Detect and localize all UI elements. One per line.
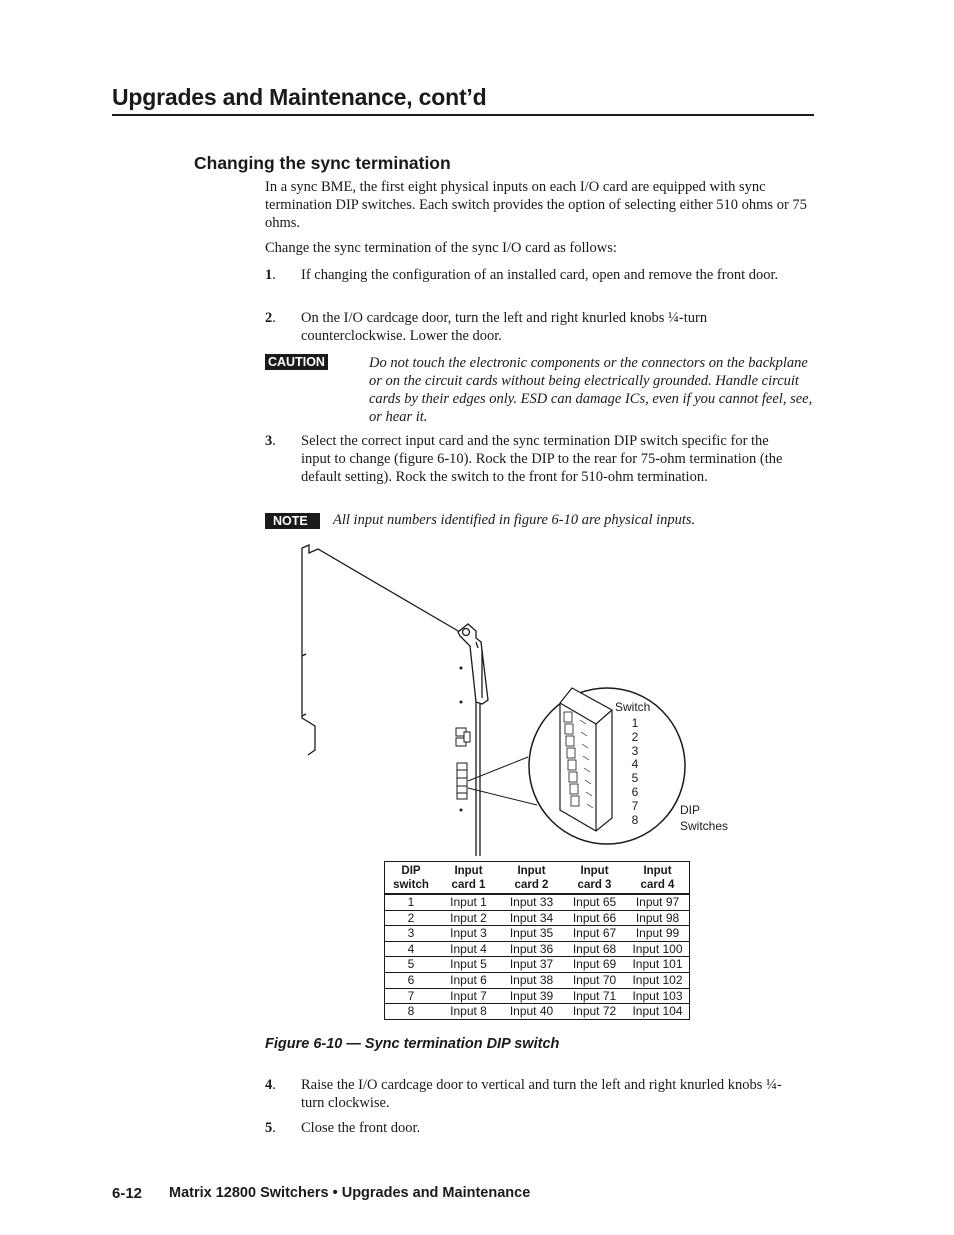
table-row	[385, 1004, 690, 1020]
section-heading: Changing the sync termination	[194, 153, 451, 173]
footer-page-number: 6-12	[112, 1185, 143, 1202]
title-rule	[112, 114, 814, 116]
page-title: Upgrades and Maintenance, cont’d	[112, 84, 487, 110]
switch-number: 7	[631, 798, 639, 813]
table-header-card-3: Input card 3	[563, 862, 626, 895]
table-cell: Input 38	[500, 972, 563, 988]
table-row	[385, 941, 690, 957]
table-cell: 6	[385, 972, 438, 988]
dip-switch-block	[560, 688, 612, 831]
figure-caption: Figure 6-10 — Sync termination DIP switch	[265, 1036, 560, 1052]
step-text: If changing the configuration of an installed card, open and remove the front door.	[301, 267, 779, 283]
switch-number: 3	[631, 743, 639, 758]
table-cell: Input 66	[563, 910, 626, 926]
switch-number: 5	[631, 771, 639, 786]
table-cell: 3	[385, 926, 438, 942]
caution-badge: CAUTION	[265, 354, 328, 370]
table-cell: 7	[385, 988, 438, 1004]
table-cell: Input 3	[437, 926, 500, 942]
table-header-row	[385, 862, 690, 895]
step-number: 5.	[265, 1120, 276, 1136]
footer-text: Matrix 12800 Switchers • Upgrades and Maintenance	[169, 1185, 531, 1201]
table-cell: Input 33	[500, 894, 563, 910]
table-cell: Input 101	[626, 957, 690, 973]
table-cell: 2	[385, 910, 438, 926]
table-cell: Input 65	[563, 894, 626, 910]
table-cell: Input 4	[437, 941, 500, 957]
table-cell: Input 34	[500, 910, 563, 926]
switch-number: 4	[631, 757, 639, 772]
step-number: 4.	[265, 1077, 276, 1093]
table-cell: Input 40	[509, 1004, 554, 1019]
table-cell: 4	[385, 941, 438, 957]
table-cell: Input 2	[437, 910, 500, 926]
table-cell: Input 7	[437, 988, 500, 1004]
table-cell: Input 99	[626, 926, 690, 942]
table-row	[385, 972, 690, 988]
table-cell: Input 8	[450, 1004, 487, 1019]
lead-paragraph: Change the sync termination of the sync I/O card as follows:	[265, 240, 617, 256]
table-cell: Input 39	[500, 988, 563, 1004]
table-row	[385, 926, 690, 942]
table-row	[385, 988, 690, 1004]
table-cell: Input 35	[500, 926, 563, 942]
table-cell: Input 6	[437, 972, 500, 988]
table-cell: Input 5	[437, 957, 500, 973]
table-cell: Input 70	[563, 972, 626, 988]
switch-number: 1	[631, 716, 639, 730]
note-text: All input numbers identified in figure 6-10 are physical inputs.	[333, 512, 696, 528]
table-cell: Input 97	[626, 894, 690, 910]
switch-number: 8	[631, 812, 639, 827]
table-header-dip-switch: DIP switch	[385, 862, 438, 895]
table-cell: Input 68	[563, 941, 626, 957]
table-cell: Input 71	[563, 988, 626, 1004]
step-text: On the I/O cardcage door, turn the left and right knurled knobs ¼-turn counterclockwise. Lower the door.	[301, 310, 708, 344]
table-cell: Input 98	[626, 910, 690, 926]
step-text: Close the front door.	[301, 1120, 421, 1136]
table-cell: Input 103	[626, 988, 690, 1004]
caution-text: Do not touch the electronic components or the connectors on the backplane or on the circuit cards without being electrically grounded. Handle circuit cards by their edges only. ESD can damage ICs, even if you cannot feel, see, or hear it.	[369, 355, 813, 425]
table-cell: Input 102	[626, 972, 690, 988]
table-cell: 1	[385, 894, 438, 910]
table-cell: 5	[385, 957, 438, 973]
step-text: Select the correct input card and the sync termination DIP switch specific for the input to change (figure 6-10). Rock the DIP to the rear for 75-ohm termination (the default setting). Rock the switch to the front for 510-ohm termination.	[301, 433, 783, 485]
switch-number: 2	[631, 729, 639, 744]
step-number: 1.	[265, 267, 276, 283]
note-badge: NOTE	[265, 513, 320, 529]
table-row	[385, 957, 690, 973]
step-number: 3.	[265, 433, 276, 449]
table-cell: Input 100	[626, 941, 690, 957]
table-header-card-2: Input card 2	[500, 862, 563, 895]
table-cell: Input 69	[563, 957, 626, 973]
switch-number-list	[631, 717, 639, 827]
table-header-card-4: Input card 4	[626, 862, 690, 895]
step-number: 2.	[265, 310, 276, 326]
table-row	[385, 894, 690, 910]
dip-switch-table	[384, 861, 690, 1020]
table-cell: Input 1	[437, 894, 500, 910]
dip-switches-label: DIP Switches	[680, 803, 729, 833]
zoom-leader-lines	[468, 757, 537, 805]
table-header-card-1: Input card 1	[437, 862, 500, 895]
table-cell: 8	[407, 1004, 415, 1019]
intro-paragraph: In a sync BME, the first eight physical inputs on each I/O card are equipped with sync termination DIP switches. Each switch provides the option of selecting either 510 ohms or 75 ohms.	[265, 179, 807, 231]
card-components	[456, 728, 470, 799]
table-cell: Input 104	[632, 1004, 683, 1019]
table-cell: Input 72	[572, 1004, 617, 1019]
table-cell: Input 37	[500, 957, 563, 973]
table-cell: Input 67	[563, 926, 626, 942]
circuit-card-outline	[302, 545, 465, 755]
table-cell: Input 36	[500, 941, 563, 957]
step-text: Raise the I/O cardcage door to vertical and turn the left and right knurled knobs ¼-turn clockwise.	[301, 1077, 782, 1111]
switch-number: 6	[631, 784, 639, 799]
table-row	[385, 910, 690, 926]
switch-label: Switch	[615, 700, 651, 714]
